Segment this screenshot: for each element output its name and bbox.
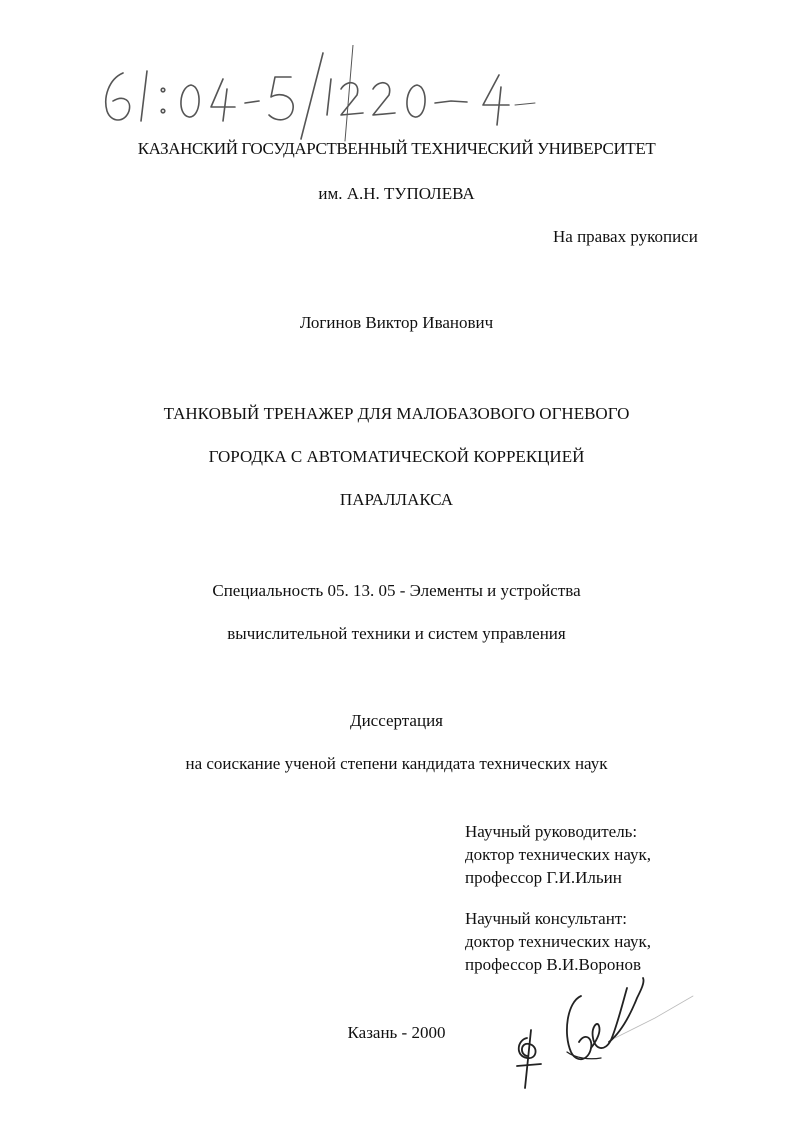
supervisor-block <box>465 820 651 889</box>
supervisor-name: профессор Г.И.Ильин <box>465 868 622 887</box>
supervisor-degree: доктор технических наук, <box>465 845 652 864</box>
degree-sought: на соискание ученой степени кандидата технических наук <box>185 754 608 773</box>
dissertation-label: Диссертация <box>349 711 443 730</box>
city-year: Казань - 2000 <box>347 1023 446 1042</box>
archive-handwritten-number <box>95 45 585 145</box>
university-name: КАЗАНСКИЙ ГОСУДАРСТВЕННЫЙ ТЕХНИЧЕСКИЙ УНИВЕРСИТЕТ <box>137 139 656 158</box>
consultant-role: Научный консультант: <box>465 909 627 928</box>
author-name: Логинов Виктор Иванович <box>299 313 494 332</box>
title-line-2: ГОРОДКА С АВТОМАТИЧЕСКОЙ КОРРЕКЦИЕЙ <box>208 447 585 466</box>
title-line-3: ПАРАЛЛАКСА <box>339 490 454 509</box>
consultant-name: профессор В.И.Воронов <box>465 955 642 974</box>
title-line-1: ТАНКОВЫЙ ТРЕНАЖЕР ДЛЯ МАЛОБАЗОВОГО ОГНЕВОГО <box>163 404 630 423</box>
university-named-after: им. А.Н. ТУПОЛЕВА <box>318 184 475 203</box>
consultant-block <box>465 907 651 976</box>
specialty-line-1: Специальность 05. 13. 05 - Элементы и устройства <box>212 581 581 600</box>
consultant-degree: доктор технических наук, <box>465 932 652 951</box>
manuscript-rights-note: На правах рукописи <box>553 227 698 246</box>
supervisor-role: Научный руководитель: <box>465 822 638 841</box>
specialty-line-2: вычислительной техники и систем управления <box>227 624 566 643</box>
